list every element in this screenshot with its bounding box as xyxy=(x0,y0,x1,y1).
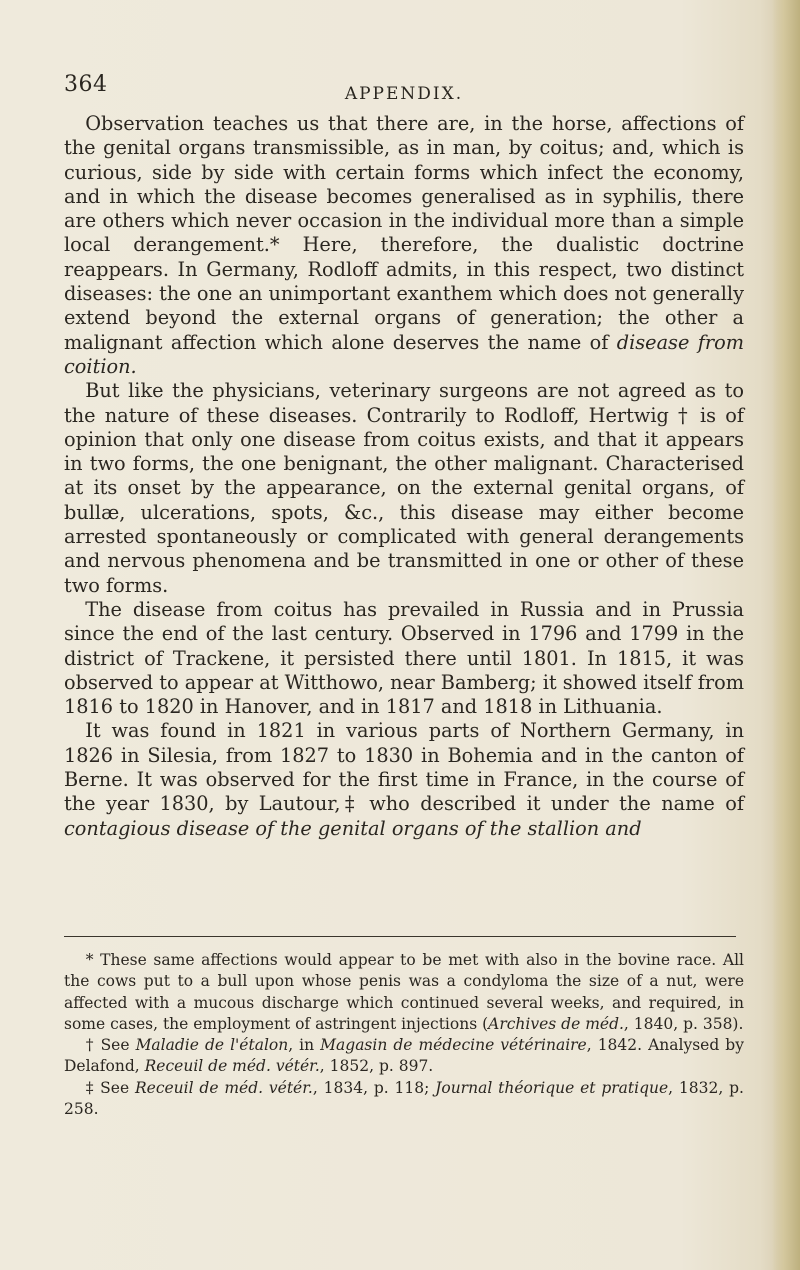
running-head: APPENDIX. xyxy=(344,84,464,104)
footnote-rule xyxy=(64,936,736,937)
body-text xyxy=(64,112,744,841)
paragraph: But like the physicians, veterinary surgeons are not agreed as to the nature of these diseases. Contrarily to Rodloff, Hertwig † is of opinion that only one disease from coitus exists, and that it appears in two forms, the one benignant, the other malignant. Characterised at its onset by the appearance, on the external genital organs, of bullæ, ulcerations, spots, &c., this disease may either become arrested spontaneously or complicated with general derangements and nervous phenomena and be transmitted in one or other of these two forms. xyxy=(64,379,744,597)
page-edge-shadow xyxy=(772,0,800,1270)
page-header xyxy=(64,68,744,108)
footnote: * These same affections would appear to be met with also in the bovine race. All the cows put to a bull upon whose penis was a condyloma the size of a nut, were affected with a mucous discharge which continued several weeks, and required, in some cases, the employment of astringent injections (Archives de méd., 1840, p. 358). xyxy=(64,951,744,1033)
footnote: ‡ See Receuil de méd. vétér., 1834, p. 118; Journal théorique et pratique, 1832, p. 258. xyxy=(64,1078,744,1119)
paragraph: Observation teaches us that there are, in the horse, affections of the genital organs transmissible, as in man, by coitus; and, which is curious, side by side with certain forms which infect the economy, and in which the disease becomes generalised as in syphilis, there are others which never occasion in the individual more than a simple local derangement.* Here, therefore, the dualistic doctrine reappears. In Germany, Rodloff admits, in this respect, two distinct diseases: the one an unimportant exanthem which does not generally extend beyond the external organs of generation; the other a malignant affection which alone deserves the name of disease from coition. xyxy=(64,112,744,378)
footnote: † See Maladie de l'étalon, in Magasin de médecine vétérinaire, 1842. Analysed by Delafond, Receuil de méd. vétér., 1852, p. 897. xyxy=(64,1036,744,1076)
paragraph: It was found in 1821 in various parts of Northern Germany, in 1826 in Silesia, from 1827 to 1830 in Bohemia and in the canton of Berne. It was observed for the first time in France, in the course of the year 1830, by Lautour,‡ who described it under the name of contagious disease of the genital organs of the stallion and xyxy=(64,719,744,840)
footnotes xyxy=(64,950,744,1120)
paragraph: The disease from coitus has prevailed in Russia and in Prussia since the end of the last century. Observed in 1796 and 1799 in the district of Trackene, it persisted there until 1801. In 1815, it was observed to appear at Witthowo, near Bamberg; it showed itself from 1816 to 1820 in Hanover, and in 1817 and 1818 in Lithuania. xyxy=(64,597,744,719)
page-number: 364 xyxy=(64,72,108,97)
